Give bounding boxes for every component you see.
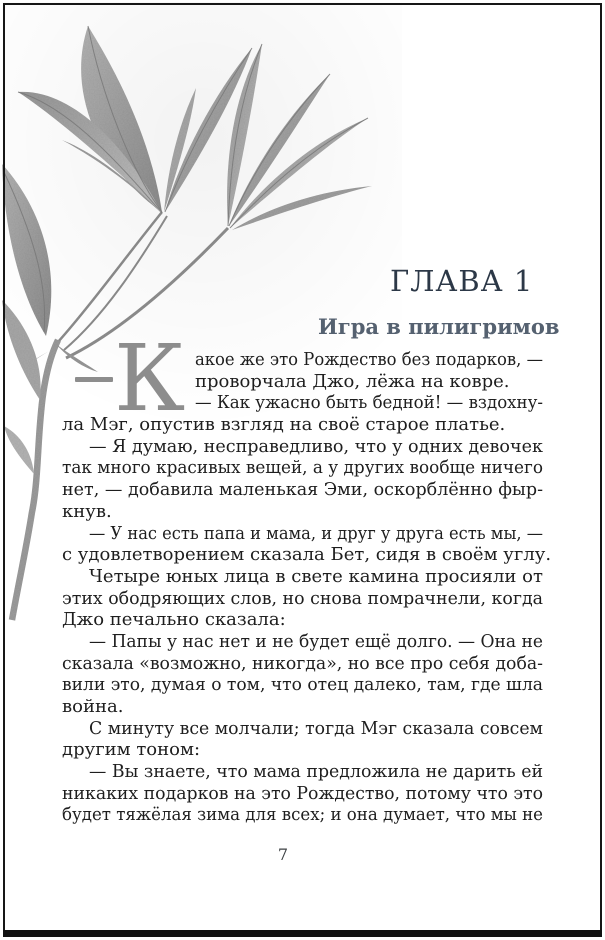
body-line-text: этих ободряющих слов, но снова помрачнели, когда xyxy=(62,587,543,609)
body-line-text: с удовлетворением сказала Бет, сидя в своём углу. xyxy=(62,544,552,566)
body-line xyxy=(62,544,552,566)
body-line xyxy=(62,457,543,479)
body-line-text: кнув. xyxy=(62,500,112,522)
body-line-text: никаких подарков на это Рождество, потому что это xyxy=(62,782,543,804)
body-line xyxy=(62,804,543,826)
dropcap-letter: К xyxy=(114,325,186,432)
body-line xyxy=(62,392,543,414)
body-line-text: так много красивых вещей, а у других вообще ничего xyxy=(62,457,543,479)
body-line-text: акое же это Рождество без подарков, — xyxy=(195,349,543,370)
body-line xyxy=(62,609,543,631)
body-line-text: нет, — добавила маленькая Эми, оскорблённо фыр- xyxy=(62,479,543,501)
body-line xyxy=(62,653,543,675)
body-line-text: — Вы знаете, что мама предложила не дарить ей xyxy=(89,761,543,783)
page-number: 7 xyxy=(277,845,289,864)
body-line-text: другим тоном: xyxy=(62,739,201,761)
body-line xyxy=(62,566,543,588)
body-line xyxy=(62,349,543,371)
body-line xyxy=(62,674,543,696)
body-line-text: — Я думаю, несправедливо, что у одних девочек xyxy=(89,435,543,457)
body-line-text: сказала «возможно, никогда», но все про себя доба- xyxy=(62,652,543,674)
body-line-text: Четыре юных лица в свете камина просияли от xyxy=(89,565,543,587)
body-line xyxy=(62,696,543,718)
body-line-text: С минуту все молчали; тогда Мэг сказала совсем xyxy=(89,717,543,739)
body-line xyxy=(62,739,543,761)
body-line-text: война. xyxy=(62,696,124,717)
body-line xyxy=(62,371,543,393)
body-line-text: проворчала Джо, лёжа на ковре. xyxy=(195,370,510,392)
chapter-subtitle: Игра в пилигримов xyxy=(318,314,560,339)
body-line xyxy=(62,479,543,501)
body-line-text: вили это, думая о том, что отец далеко, там, где шла xyxy=(62,674,543,696)
body-line xyxy=(62,783,543,805)
body-line-text: Джо печально сказала: xyxy=(62,609,286,631)
body-line xyxy=(62,631,543,653)
page-bottom-edge xyxy=(3,930,602,937)
body-line xyxy=(62,588,543,610)
body-line-text: будет тяжёлая зима для всех; и она думает, что мы не xyxy=(62,804,543,826)
body-line-text: ла Мэг, опустив взгляд на своё старое платье. xyxy=(62,414,506,436)
body-line xyxy=(62,761,543,783)
body-line xyxy=(62,414,543,436)
body-line xyxy=(62,523,543,545)
body-line-text: — Как ужасно быть бедной! — вздохну- xyxy=(195,392,543,414)
body-line xyxy=(62,436,543,458)
body-text xyxy=(62,349,552,826)
body-line-text: — Папы у нас нет и не будет ещё долго. — Она не xyxy=(89,630,543,652)
chapter-title: ГЛАВА 1 xyxy=(390,264,534,298)
body-line xyxy=(62,501,543,523)
body-line-text: — У нас есть папа и мама, и друг у друга есть мы, — xyxy=(89,522,543,544)
body-line xyxy=(62,718,543,740)
